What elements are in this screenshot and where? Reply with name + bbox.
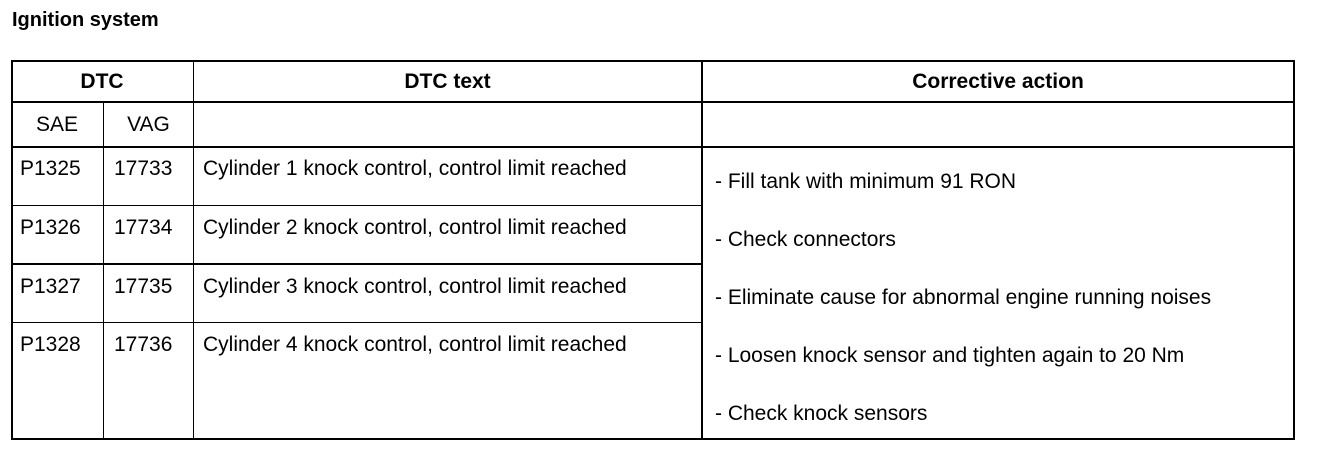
action-3: - Eliminate cause for abnormal engine running noises	[715, 286, 1212, 309]
header-sae: SAE	[35, 113, 79, 136]
row-3-sae: P1327	[20, 275, 81, 298]
row-1-text: Cylinder 1 knock control, control limit reached	[203, 157, 627, 180]
row-divider-1	[11, 205, 701, 206]
row-divider-3	[11, 322, 701, 323]
header-divider	[11, 101, 1295, 103]
dtc-table	[11, 60, 1295, 440]
action-4: - Loosen knock sensor and tighten again to 20 Nm	[715, 344, 1185, 367]
header-dtc-text: DTC text	[404, 70, 491, 93]
row-1-sae: P1325	[20, 157, 81, 180]
row-4-sae: P1328	[20, 333, 81, 356]
col-divider-sae-vag	[103, 102, 104, 440]
row-divider-2	[11, 263, 701, 265]
subheader-divider	[11, 146, 1295, 148]
action-5: - Check knock sensors	[715, 402, 928, 425]
header-dtc: DTC	[80, 70, 124, 93]
table-border-top	[11, 60, 1295, 62]
row-4-text: Cylinder 4 knock control, control limit reached	[203, 333, 627, 356]
row-2-vag: 17734	[114, 216, 173, 239]
row-3-text: Cylinder 3 knock control, control limit reached	[203, 275, 627, 298]
action-2: - Check connectors	[715, 228, 896, 251]
table-border-bottom	[11, 438, 1295, 440]
row-3-vag: 17735	[114, 275, 173, 298]
header-vag: VAG	[127, 113, 170, 136]
action-1: - Fill tank with minimum 91 RON	[715, 170, 1017, 193]
row-4-vag: 17736	[114, 333, 173, 356]
header-corrective-action: Corrective action	[912, 70, 1084, 93]
table-border-right	[1293, 60, 1295, 440]
row-2-sae: P1326	[20, 216, 81, 239]
page-title: Ignition system	[12, 9, 159, 31]
col-divider-action	[701, 60, 703, 440]
row-2-text: Cylinder 2 knock control, control limit reached	[203, 216, 627, 239]
row-1-vag: 17733	[114, 157, 173, 180]
col-divider-dtc-text	[193, 60, 194, 440]
